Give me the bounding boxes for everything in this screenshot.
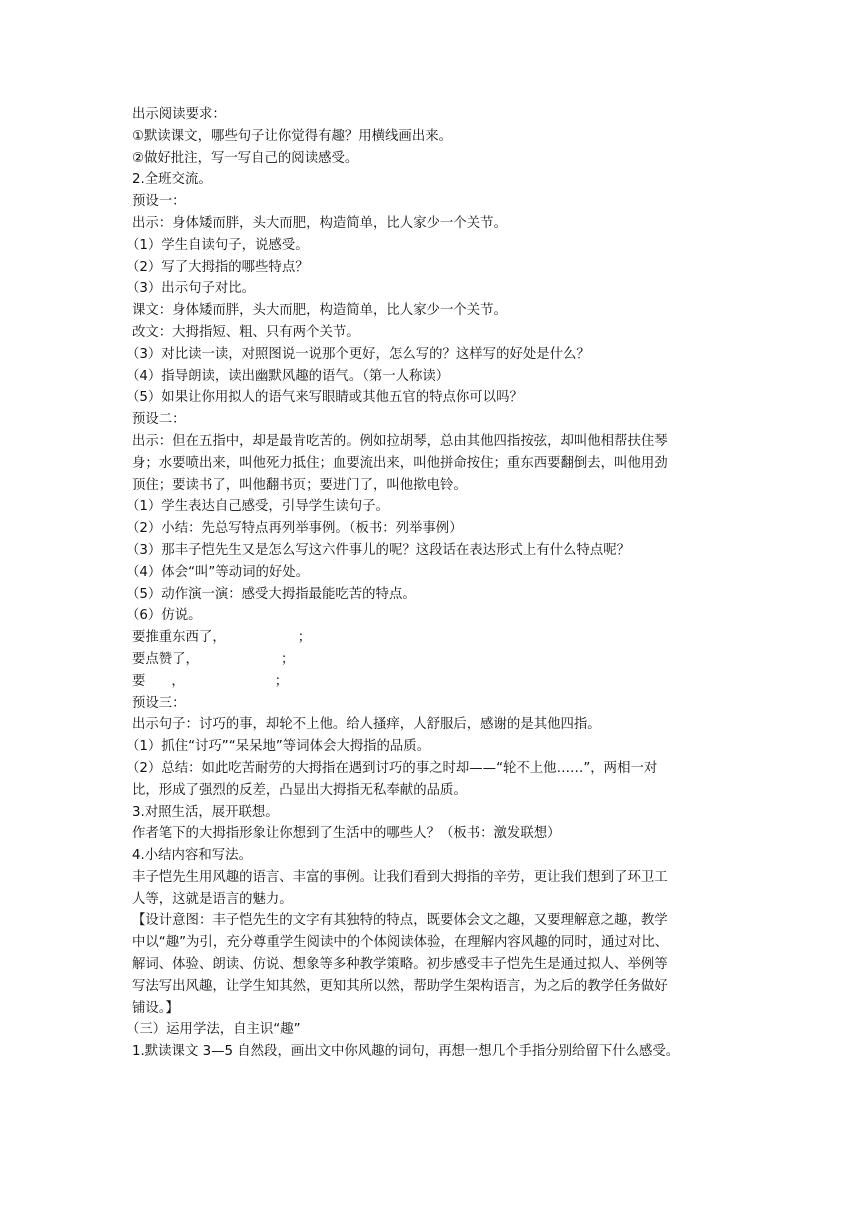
text-line: 1.默读课文 3—5 自然段，画出文中你风趣的词句，再想一想几个手指分别给留下什么感受。 <box>132 1044 680 1060</box>
fill-in-semicolon: ； <box>297 630 312 646</box>
text-line: （3）那丰子恺先生又是怎么写这六件事儿的呢？这段话在表达形式上有什么特点呢？ <box>126 542 630 558</box>
text-line: 3.对照生活，展开联想。 <box>132 804 279 820</box>
text-line: 出示：身体矮而胖，头大而肥，构造简单，比人家少一个关节。 <box>132 215 507 231</box>
text-line: 身；水要喷出来，叫他死力抵住；血要流出来，叫他拼命按住；重东西要翻倒去，叫他用劲 <box>132 455 668 471</box>
document-body <box>126 104 732 1063</box>
text-line: 【设计意图：丰子恺先生的文字有其独特的特点，既要体会文之趣，又要理解意之趣，教学 <box>132 913 668 929</box>
text-line: 解词、体验、朗读、仿说、想象等多种教学策略。初步感受丰子恺先生是通过拟人、举例等 <box>132 957 668 973</box>
section-heading: （三）运用学法，自主识“趣” <box>126 1022 301 1038</box>
text-line: 预设二： <box>132 412 186 428</box>
text-line: （3）对比读一读，对照图说一说那个更好，怎么写的？这样写的好处是什么？ <box>126 346 590 362</box>
text-line: 顶住；要读书了，叫他翻书页；要进门了，叫他揿电铃。 <box>132 477 467 493</box>
text-line: 课文：身体矮而胖，头大而肥，构造简单，比人家少一个关节。 <box>132 303 507 319</box>
text-line: 出示：但在五指中，却是最肯吃苦的。例如拉胡琴，总由其他四指按弦，却叫他相帮扶住琴 <box>132 433 668 449</box>
text-line: 写法写出风趣，让学生知其然，更知其所以然，帮助学生架构语言，为之后的教学任务做好 <box>132 978 668 994</box>
text-line: 丰子恺先生用风趣的语言、丰富的事例。让我们看到大拇指的辛劳，更让我们想到了环卫工 <box>132 869 668 885</box>
text-line: 4.小结内容和写法。 <box>132 848 252 864</box>
text-line: （5）如果让你用拟人的语气来写眼睛或其他五官的特点你可以吗？ <box>126 390 523 406</box>
text-line: （1）学生表达自己感受，引导学生读句子。 <box>126 499 389 515</box>
text-line: （4）体会“叫”等动词的好处。 <box>126 564 310 580</box>
fill-in-semicolon: ； <box>274 673 289 689</box>
text-line: 改文：大拇指短、粗、只有两个关节。 <box>132 324 360 340</box>
text-line: 比，形成了强烈的反差，凸显出大拇指无私奉献的品质。 <box>132 782 467 798</box>
fill-in-prompt: 要 <box>132 673 146 689</box>
text-line: （3）出示句子对比。 <box>126 281 256 297</box>
text-line: （2）写了大拇指的哪些特点？ <box>126 259 309 275</box>
text-line: 2.全班交流。 <box>132 172 212 188</box>
fill-in-comma: ， <box>171 673 185 689</box>
text-line: 预设一： <box>132 194 186 210</box>
text-line: 预设三： <box>132 695 186 711</box>
fill-in-prompt: 要推重东西了， <box>132 630 226 646</box>
text-line: （4）指导朗读，读出幽默风趣的语气。（第一人称读） <box>126 368 450 384</box>
text-line: 中以“趣”为引，充分尊重学生阅读中的个体阅读体验，在理解内容风趣的同时，通过对比、 <box>132 935 669 951</box>
text-line: 铺设。】 <box>132 1000 179 1016</box>
text-line: （5）动作演一演：感受大拇指最能吃苦的特点。 <box>126 586 416 602</box>
text-line: （6）仿说。 <box>126 608 202 624</box>
text-line: ②做好批注，写一写自己的阅读感受。 <box>132 150 359 166</box>
fill-in-line <box>132 627 732 649</box>
fill-in-prompt: 要点赞了， <box>132 651 199 667</box>
text-line: （1）学生自读句子，说感受。 <box>126 237 309 253</box>
text-line: 出示句子：讨巧的事，却轮不上他。给人搔痒，人舒服后，感谢的是其他四指。 <box>132 717 601 733</box>
fill-in-semicolon: ； <box>280 651 295 667</box>
text-line: ①默读课文，哪些句子让你觉得有趣？用横线画出来。 <box>132 128 452 144</box>
text-line: 作者笔下的大拇指形象让你想到了生活中的哪些人？（板书：激发联想） <box>132 826 561 842</box>
text-line: （2）总结：如此吃苦耐劳的大拇指在遇到讨巧的事之时却——“轮不上他……”，两相一对 <box>126 760 658 776</box>
fill-in-line <box>132 671 732 693</box>
text-line: （1）抓住“讨巧”“呆呆地”等词体会大拇指的品质。 <box>126 739 431 755</box>
fill-in-line <box>132 649 732 671</box>
text-line: 人等，这就是语言的魅力。 <box>132 891 293 907</box>
text-line: 出示阅读要求： <box>132 107 226 122</box>
text-line: （2）小结：先总写特点再列举事例。（板书：列举事例） <box>126 521 463 537</box>
